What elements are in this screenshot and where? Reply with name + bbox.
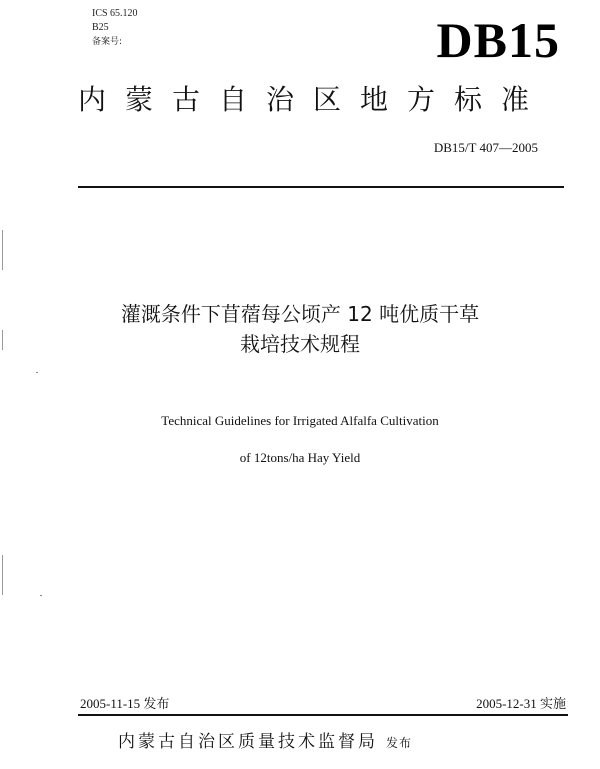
document-number: DB15/T 407—2005 [433,140,538,155]
english-title-line-1: Technical Guidelines for Irrigated Alfalfa Cultivation [161,413,439,428]
implement-date: 2005-12-31 实施 [476,696,566,711]
footer-divider [78,714,568,716]
issuer-name: 内蒙古自治区质量技术监督局 [118,732,378,752]
scan-edge-mark [2,555,3,595]
standard-logo: DB15 [436,12,560,68]
chinese-title-line-1: 灌溉条件下苜蓿每公顷产 12 吨优质干草 [120,302,480,326]
header-divider [78,186,564,188]
classification-code: B25 [92,22,109,33]
issuing-authority [118,730,412,755]
standard-type-heading: 内蒙古自治区地方标准 [78,83,549,116]
issuer-suffix: 发布 [386,736,413,750]
chinese-title-line-2: 栽培技术规程 [240,332,360,356]
scan-speck [36,372,38,373]
record-number-label: 备案号: [92,37,123,47]
publish-date: 2005-11-15 发布 [80,696,170,711]
english-title-line-2: of 12tons/ha Hay Yield [239,450,361,465]
ics-code: ICS 65.120 [92,8,138,19]
scan-speck [40,595,42,596]
scan-edge-mark [2,230,3,270]
scan-edge-mark [2,330,3,350]
